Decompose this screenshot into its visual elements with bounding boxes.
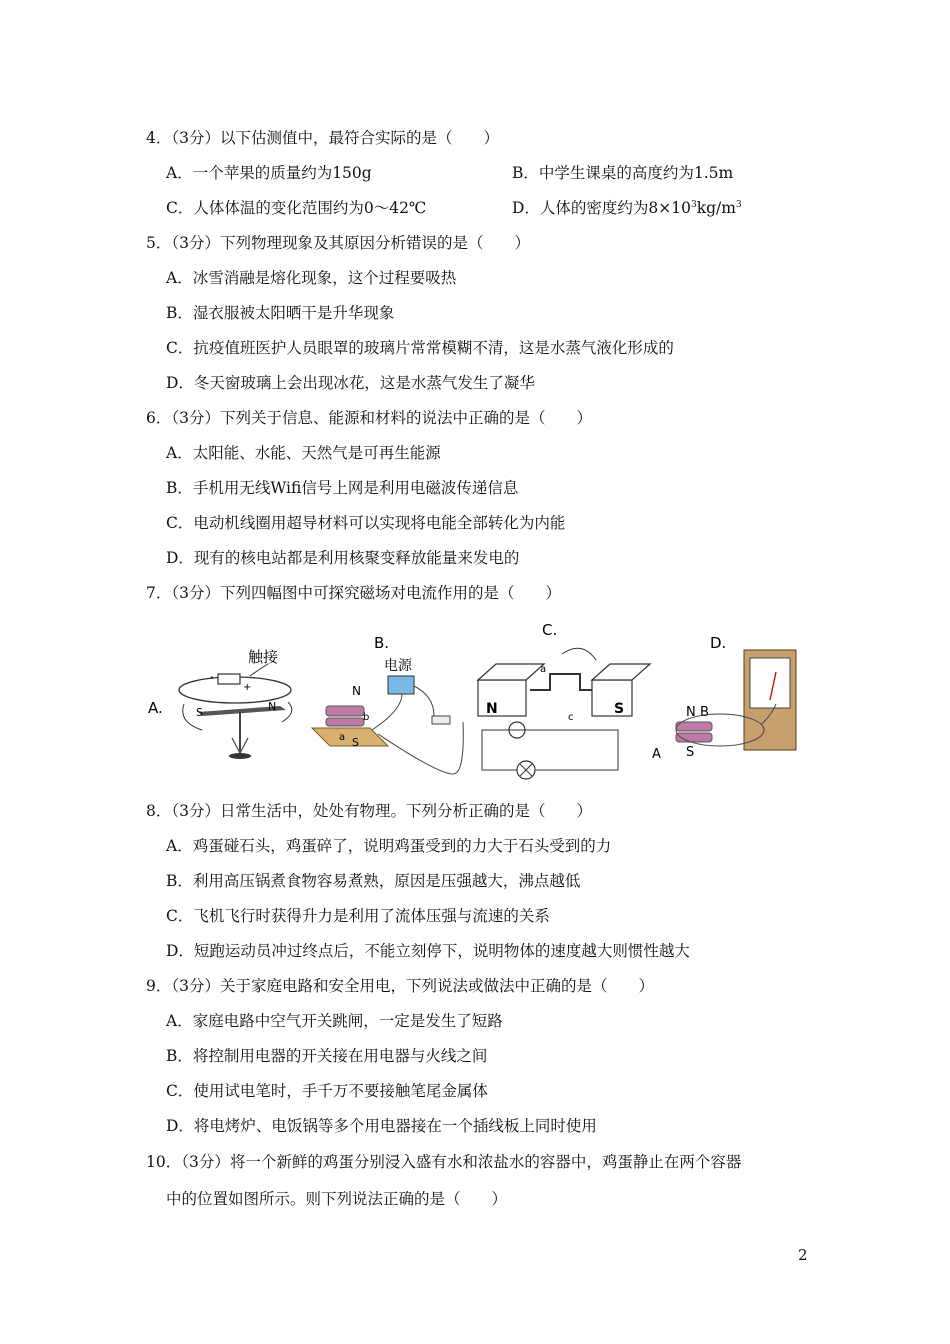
svg-text:a: a	[339, 732, 346, 743]
svg-text:c: c	[568, 712, 574, 723]
svg-text:S: S	[686, 745, 695, 760]
svg-text:-: -	[210, 672, 214, 683]
figure-c	[478, 621, 650, 779]
question-6-stem: 6．（3分）下列关于信息、能源和材料的说法中正确的是（ ）	[146, 409, 592, 427]
question-4-option-c: C．人体体温的变化范围约为0～42℃	[166, 199, 427, 217]
svg-text:N: N	[486, 701, 498, 717]
svg-text:N: N	[686, 705, 696, 720]
question-6-option-b: B．手机用无线Wifi信号上网是利用电磁波传递信息	[166, 479, 519, 497]
question-10-stem: 10．（3分）将一个新鲜的鸡蛋分别浸入盛有水和浓盐水的容器中，鸡蛋静止在两个容器	[146, 1153, 742, 1171]
svg-text:a: a	[540, 664, 547, 675]
question-9-option-b: B．将控制用电器的开关接在用电器与火线之间	[166, 1047, 488, 1065]
question-9-option-d: D．将电烤炉、电饭锅等多个用电器接在一个插线板上同时使用	[166, 1117, 597, 1135]
question-5-option-b: B．湿衣服被太阳晒干是升华现象	[166, 304, 395, 322]
svg-text:S: S	[196, 706, 203, 719]
svg-text:+: +	[243, 682, 252, 693]
figure-b-label: B.	[374, 634, 390, 652]
svg-text:N: N	[268, 700, 277, 713]
question-9-option-a: A．家庭电路中空气开关跳闸，一定是发生了短路	[166, 1012, 503, 1030]
page-number: 2	[798, 1246, 808, 1264]
question-8-option-b: B．利用高压锅煮食物容易煮熟，原因是压强越大，沸点越低	[166, 872, 581, 890]
figure-d-label: D.	[710, 634, 727, 652]
question-4-option-d: D．人体的密度约为$8\times 10^3kg/m^3$	[512, 199, 742, 217]
question-8-option-d: D．短跑运动员冲过终点后，不能立刻停下，说明物体的速度越大则惯性越大	[166, 942, 690, 960]
figure-a-label: A.	[148, 699, 163, 717]
svg-text:B: B	[700, 705, 709, 720]
question-9-stem: 9．（3分）关于家庭电路和安全用电，下列说法或做法中正确的是（ ）	[146, 977, 654, 995]
question-6-option-c: C．电动机线圈用超导材料可以实现将电能全部转化为内能	[166, 514, 566, 532]
question-4-option-b: B．中学生课桌的高度约为1.5m	[512, 164, 734, 182]
question-8-option-a: A．鸡蛋碰石头，鸡蛋碎了，说明鸡蛋受到的力大于石头受到的力	[166, 837, 612, 855]
question-4-option-a: A．一个苹果的质量约为150g	[166, 164, 372, 182]
question-8-stem: 8．（3分）日常生活中，处处有物理。下列分析正确的是（ ）	[146, 802, 592, 820]
svg-text:A: A	[652, 747, 661, 762]
question-5-stem: 5．（3分）下列物理现象及其原因分析错误的是（ ）	[146, 234, 530, 252]
question-5-option-d: D．冬天窗玻璃上会出现冰花，这是水蒸气发生了凝华	[166, 374, 535, 392]
question-4-stem: 4．（3分）以下估测值中，最符合实际的是（ ）	[146, 129, 499, 147]
figure-a	[148, 648, 292, 759]
figure-d	[652, 634, 796, 762]
question-7-stem: 7．（3分）下列四幅图中可探究磁场对电流作用的是（ ）	[146, 584, 561, 602]
svg-text:S: S	[352, 736, 359, 749]
question-5-option-c: C．抗疫值班医护人员眼罩的玻璃片常常模糊不清，这是水蒸气液化形成的	[166, 339, 674, 357]
question-9-option-c: C．使用试电笔时，手千万不要接触笔尾金属体	[166, 1082, 488, 1100]
question-8-option-c: C．飞机飞行时获得升力是利用了流体压强与流速的关系	[166, 907, 550, 925]
question-10-stem-continued: 中的位置如图所示。则下列说法正确的是（ ）	[166, 1190, 508, 1208]
svg-text:b: b	[363, 712, 370, 723]
svg-text:S: S	[614, 701, 625, 717]
power-label: 电源	[384, 658, 412, 674]
svg-text:N: N	[352, 684, 361, 698]
figure-b	[312, 634, 463, 774]
touch-label: 触接	[248, 648, 279, 666]
question-7-figure	[140, 620, 820, 780]
question-5-option-a: A．冰雪消融是熔化现象，这个过程要吸热	[166, 269, 457, 287]
question-6-option-d: D．现有的核电站都是利用核聚变释放能量来发电的	[166, 549, 520, 567]
figure-c-label: C.	[542, 621, 558, 639]
question-6-option-a: A．太阳能、水能、天然气是可再生能源	[166, 444, 441, 462]
